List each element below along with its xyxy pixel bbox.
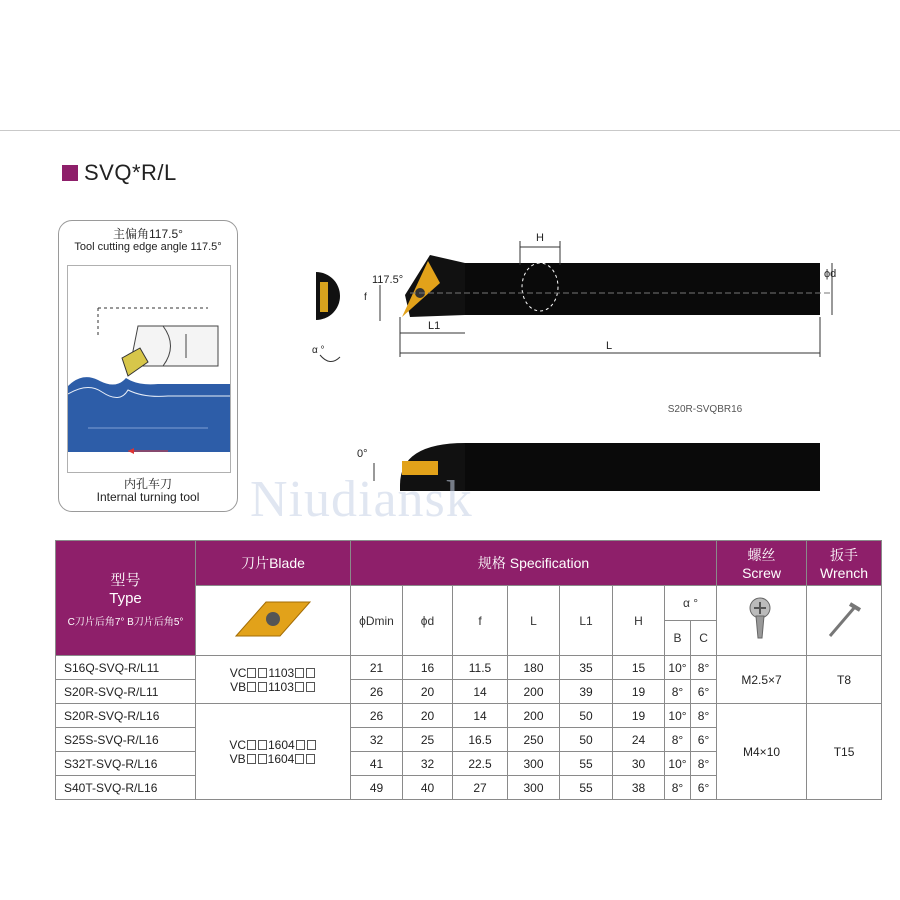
bar-marking: S20R-SVQBR16 xyxy=(667,404,743,415)
lower-bar xyxy=(465,443,820,491)
table-cell: 24 xyxy=(613,728,665,752)
table-row-type: S40T-SVQ-R/L16 xyxy=(56,776,196,800)
title-marker xyxy=(62,165,78,181)
table-cell: 300 xyxy=(508,752,560,776)
table-cell: 14 xyxy=(453,680,508,704)
table-cell: 55 xyxy=(560,752,613,776)
h-dim-label: H xyxy=(536,232,544,244)
internal-turning-illustration xyxy=(67,265,231,473)
tool-holder-drawing xyxy=(290,225,850,505)
d-dim-label: ϕd xyxy=(824,268,837,280)
table-cell: 6° xyxy=(691,728,717,752)
table-cell: 49 xyxy=(351,776,403,800)
col-d: ϕd xyxy=(403,586,453,656)
table-cell: 14 xyxy=(453,704,508,728)
table-row-type: S20R-SVQ-R/L11 xyxy=(56,680,196,704)
internal-turning-en: Internal turning tool xyxy=(96,490,200,504)
table-cell: 11.5 xyxy=(453,656,508,680)
end-view-insert xyxy=(320,282,328,312)
table-cell: 41 xyxy=(351,752,403,776)
table-cell: 40 xyxy=(403,776,453,800)
edge-angle-cn: 主偏角117.5° xyxy=(113,227,183,241)
spec-header: 规格 Specification xyxy=(351,541,717,586)
spec-table xyxy=(55,540,882,800)
l1-dim-label: L1 xyxy=(428,320,441,332)
col-alpha: α ° B C xyxy=(665,586,717,656)
blade-header: 刀片Blade xyxy=(196,541,351,586)
table-cell: 8° xyxy=(665,776,691,800)
table-cell: 250 xyxy=(508,728,560,752)
type-header: 型号 Type C刀片后角7° B刀片后角5° xyxy=(56,541,196,656)
wrench-image-cell xyxy=(807,586,882,656)
table-cell: 200 xyxy=(508,704,560,728)
col-l: L xyxy=(508,586,560,656)
table-cell: 15 xyxy=(613,656,665,680)
zero-angle-label: 0° xyxy=(357,448,368,460)
illustration-panel xyxy=(58,220,238,512)
table-cell: 50 xyxy=(560,728,613,752)
table-cell: 26 xyxy=(351,680,403,704)
table-cell: 32 xyxy=(351,728,403,752)
table-cell: 10° xyxy=(665,752,691,776)
upper-bar xyxy=(465,263,820,315)
table-cell: 16 xyxy=(403,656,453,680)
table-cell: 6° xyxy=(691,776,717,800)
table-cell: 25 xyxy=(403,728,453,752)
table-row-type: S25S-SVQ-R/L16 xyxy=(56,728,196,752)
table-row-type: S16Q-SVQ-R/L11 xyxy=(56,656,196,680)
table-cell: 50 xyxy=(560,704,613,728)
table-cell: 10° xyxy=(665,656,691,680)
table-cell: 20 xyxy=(403,704,453,728)
table-row-type: S20R-SVQ-R/L16 xyxy=(56,704,196,728)
table-cell: 39 xyxy=(560,680,613,704)
screw-image-cell xyxy=(717,586,807,656)
col-l1: L1 xyxy=(560,586,613,656)
table-cell: 38 xyxy=(613,776,665,800)
angle-label: 117.5° xyxy=(372,274,404,286)
table-cell: 8° xyxy=(691,704,717,728)
col-dmin: ϕDmin xyxy=(351,586,403,656)
watermark: Niudiansk xyxy=(250,471,473,528)
table-cell: 8° xyxy=(665,680,691,704)
alpha-label: α ° xyxy=(312,345,325,356)
table-cell: 300 xyxy=(508,776,560,800)
wrench-cell: T8 xyxy=(807,656,882,704)
table-cell: 8° xyxy=(691,656,717,680)
title-text: SVQ*R/L xyxy=(84,160,177,185)
table-cell: 200 xyxy=(508,680,560,704)
table-cell: 26 xyxy=(351,704,403,728)
l-dim-label: L xyxy=(606,340,613,352)
frame-top-rule xyxy=(0,130,900,131)
blade-image-cell xyxy=(196,586,351,656)
f-dim-label: f xyxy=(364,292,367,303)
table-row-type: S32T-SVQ-R/L16 xyxy=(56,752,196,776)
blade-code-cell: VC 1103 VB 1103 xyxy=(196,656,351,704)
wrench-header: 扳手 Wrench xyxy=(807,541,882,586)
table-cell: 35 xyxy=(560,656,613,680)
table-cell: 16.5 xyxy=(453,728,508,752)
screw-cell: M4×10 xyxy=(717,704,807,800)
table-cell: 55 xyxy=(560,776,613,800)
turning-diagram xyxy=(68,266,230,472)
blade-insert-icon xyxy=(228,594,318,644)
screw-icon xyxy=(742,594,782,644)
table-cell: 6° xyxy=(691,680,717,704)
internal-turning-cn: 内孔车刀 xyxy=(123,477,172,491)
table-cell: 10° xyxy=(665,704,691,728)
table-cell: 19 xyxy=(613,704,665,728)
table-cell: 22.5 xyxy=(453,752,508,776)
col-c: C xyxy=(699,631,708,645)
screw-cell: M2.5×7 xyxy=(717,656,807,704)
table-cell: 8° xyxy=(691,752,717,776)
product-title xyxy=(62,160,177,186)
edge-angle-en: Tool cutting edge angle 117.5° xyxy=(74,241,222,253)
table-cell: 180 xyxy=(508,656,560,680)
wrench-icon xyxy=(824,594,864,644)
wrench-cell: T15 xyxy=(807,704,882,800)
col-h: H xyxy=(613,586,665,656)
table-cell: 27 xyxy=(453,776,508,800)
screw-header: 螺丝 Screw xyxy=(717,541,807,586)
table-cell: 32 xyxy=(403,752,453,776)
table-cell: 8° xyxy=(665,728,691,752)
table-cell: 21 xyxy=(351,656,403,680)
col-b: B xyxy=(665,621,691,655)
table-cell: 19 xyxy=(613,680,665,704)
blade-code-cell: VC 1604 VB 1604 xyxy=(196,704,351,800)
table-cell: 20 xyxy=(403,680,453,704)
table-cell: 30 xyxy=(613,752,665,776)
col-f: f xyxy=(453,586,508,656)
